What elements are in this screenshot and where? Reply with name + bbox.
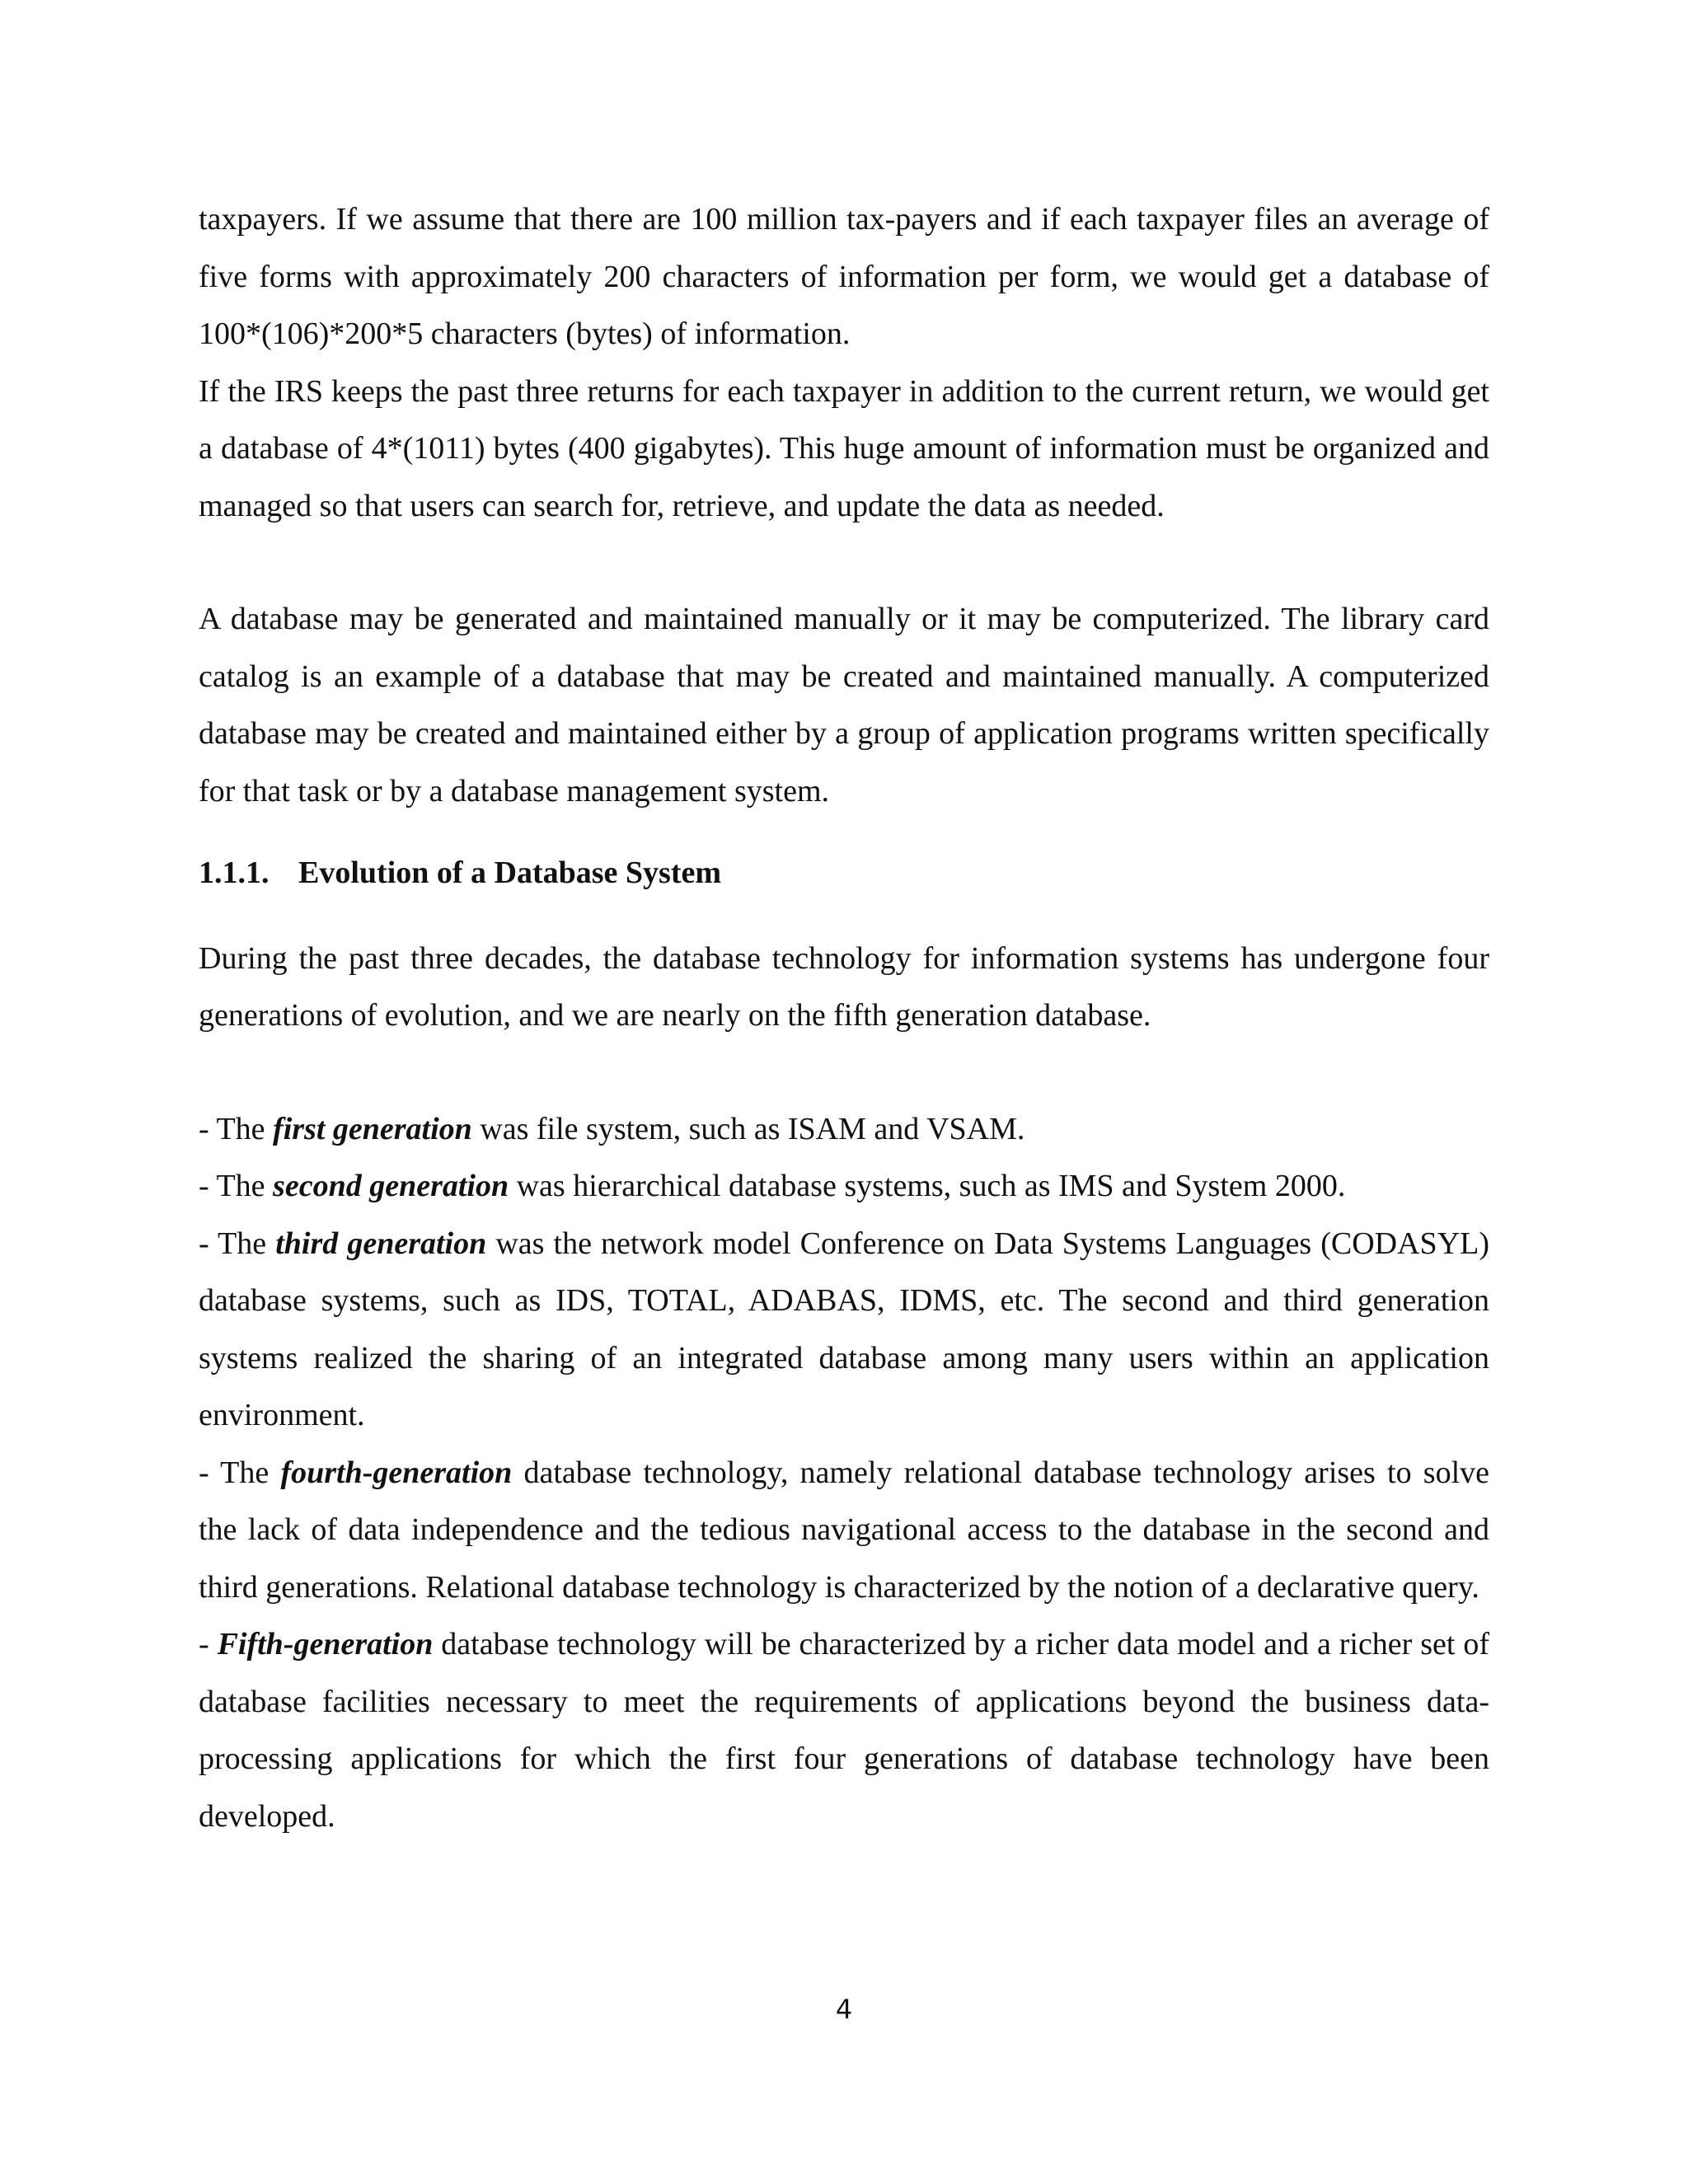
paragraph-spacer [199,1045,1489,1101]
generation-prefix: - [199,1627,218,1661]
page-content [199,191,1489,1845]
generation-prefix: - The [199,1111,274,1146]
generation-text: was hierarchical database systems, such as IMS and System 2000. [509,1169,1346,1203]
generation-item-third [199,1216,1489,1445]
intro-paragraph-1: taxpayers. If we assume that there are 100 million tax-payers and if each taxpayer files an average of five forms with approximately 200 characters of information per form, we would get a database of 100*(106)*200*5 characters (bytes) of information. [199,202,1489,351]
paragraph-spacer [199,820,1489,845]
generation-term: first generation [273,1111,472,1146]
section-heading [199,845,1489,902]
generation-text: was file system, such as ISAM and VSAM. [471,1111,1025,1146]
generation-text: database technology will be characterized by a richer data model and a richer set of database facilities necessary to meet the requirements of applications beyond the business data-processing applications for which the first four generations of database technology have been developed. [199,1627,1489,1834]
generation-text: database technology, namely relational database technology arises to solve the lack of data independence and the tedious navigational access to the database in the second and third generations. Relational database technology is characterized by the notion of a declarative query. [199,1455,1489,1605]
paragraph-spacer [199,535,1489,591]
generation-term: Fifth-generation [217,1627,434,1661]
generation-term: second generation [273,1169,509,1203]
generation-item-fourth [199,1445,1489,1617]
generation-item-second [199,1158,1489,1216]
intro-paragraph-2: If the IRS keeps the past three returns for each taxpayer in addition to the current return, we would get a database of 4*(1011) bytes (400 gigabytes). This huge amount of information must be organized and managed so that users can search for, retrieve, and update the data as needed. [199,373,1489,523]
intro-paragraph-3: A database may be generated and maintained manually or it may be computerized. The library card catalog is an example of a database that may be created and maintained manually. A computerized database may be created and maintained either by a group of application programs written specifically for that task or by a database management system. [199,602,1489,808]
section-number: 1.1.1. [199,855,270,890]
generation-term: fourth-generation [280,1455,513,1490]
page-number: 4 [835,1994,853,2025]
generation-prefix: - The [199,1169,274,1203]
generation-text: was the network model Conference on Data Systems Languages (CODASYL) database systems, such as IDS, TOTAL, ADABAS, IDMS, etc. The second and third generation systems realized the sharing of an integrated database among many users within an application environment. [199,1226,1490,1432]
generation-prefix: - The [199,1226,276,1261]
paragraph-spacer [199,902,1489,930]
generation-item-first [199,1101,1489,1159]
generation-prefix: - The [199,1455,281,1490]
section-title: Evolution of a Database System [298,855,722,890]
generation-term: third generation [275,1226,487,1261]
generation-item-fifth [199,1616,1489,1845]
section-intro-paragraph: During the past three decades, the database technology for information systems has undergone four generations of evolution, and we are nearly on the fifth generation database. [199,940,1489,1033]
